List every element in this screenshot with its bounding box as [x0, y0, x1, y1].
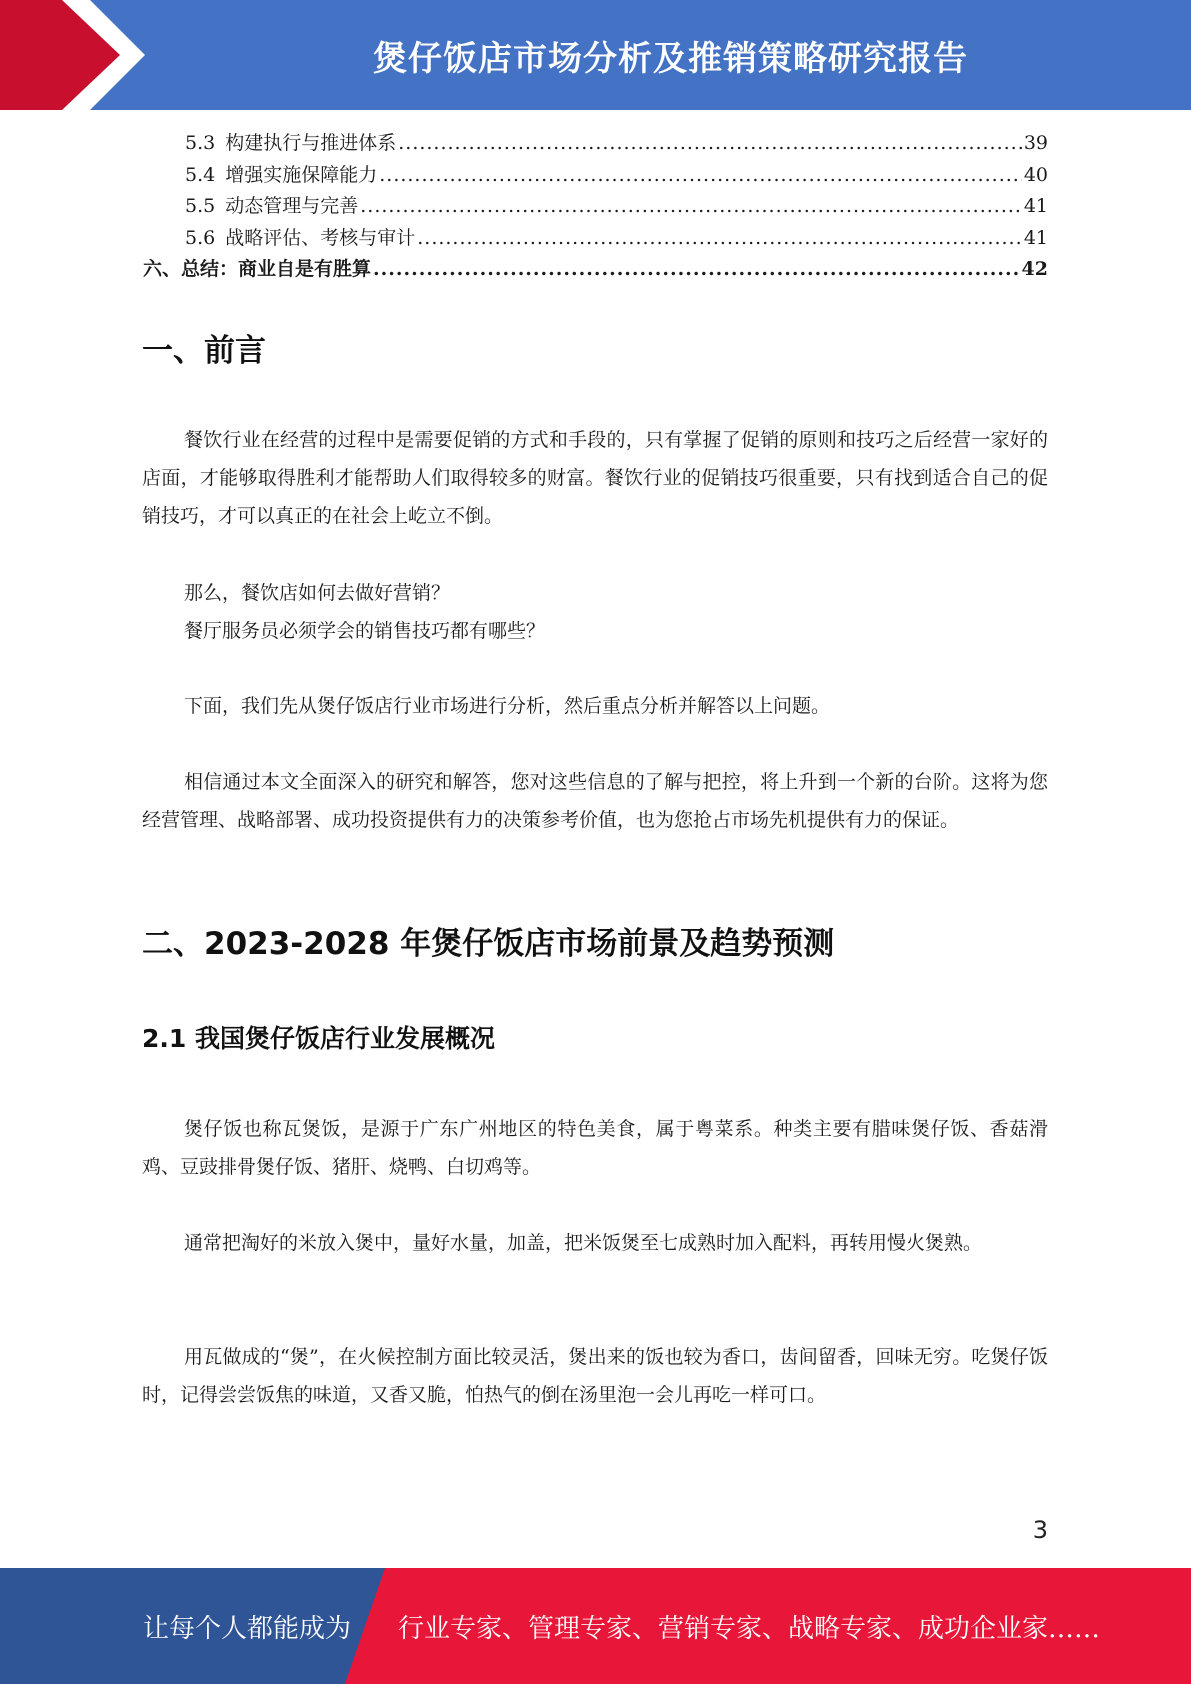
toc-item-page: 42: [1021, 258, 1048, 280]
toc-item-title: 六、总结：商业自是有胜算: [143, 258, 372, 280]
toc-item-title: 构建执行与推进体系: [225, 132, 397, 154]
overview-paragraph-1: 煲仔饭也称瓦煲饭，是源于广东广州地区的特色美食，属于粤菜系。种类主要有腊味煲仔饭、香菇滑鸡、豆豉排骨煲仔饭、猪肝、烧鸭、白切鸡等。: [142, 1118, 1048, 1178]
footer-slogan-right: 行业专家、管理专家、营销专家、战略专家、成功企业家……: [398, 1613, 1101, 1644]
overview-paragraph-3: 用瓦做成的“煲”，在火候控制方面比较灵活，煲出来的饭也较为香口，齿间留香，回味无穷。吃煲仔饭时，记得尝尝饭焦的味道，又香又脆，怕热气的倒在汤里泡一会儿再吃一样可口。: [142, 1346, 1048, 1406]
toc-item[interactable]: [143, 223, 1048, 255]
toc-leader-dots: [398, 128, 1022, 160]
toc-leader-dots: [373, 254, 1020, 286]
toc-item[interactable]: [143, 191, 1048, 223]
section-heading-preface: 一、前言: [142, 333, 266, 369]
toc-item-number: 5.5: [185, 195, 216, 217]
header-arrow-decoration: [0, 0, 160, 110]
toc-item-number: 5.3: [185, 132, 216, 154]
section-heading-market-forecast: 二、2023-2028 年煲仔饭店市场前景及趋势预测: [142, 926, 835, 962]
toc-item[interactable]: [143, 160, 1048, 192]
overview-paragraph-2: 通常把淘好的米放入煲中，量好水量，加盖，把米饭煲至七成熟时加入配料，再转用慢火煲熟。: [184, 1232, 983, 1254]
preface-question-2: 餐厅服务员必须学会的销售技巧都有哪些？: [184, 620, 546, 642]
toc-item-number: 5.6: [185, 226, 216, 249]
toc-leader-dots: [360, 191, 1022, 223]
preface-paragraph-2: 下面，我们先从煲仔饭店行业市场进行分析，然后重点分析并解答以上问题。: [184, 695, 831, 717]
toc-item[interactable]: [143, 128, 1048, 160]
footer-band: [0, 1568, 1191, 1684]
toc-leader-dots: [379, 160, 1022, 192]
toc-leader-dots: [417, 223, 1022, 255]
toc-item-page: 40: [1023, 163, 1048, 186]
preface-paragraph-1: 餐饮行业在经营的过程中是需要促销的方式和手段的，只有掌握了促销的原则和技巧之后经营一家好的店面，才能够取得胜利才能帮助人们取得较多的财富。餐饮行业的促销技巧很重要，只有找到适合自己的促销技巧，才可以真正的在社会上屹立不倒。: [142, 429, 1048, 527]
subsection-heading-industry-overview: 2.1 我国煲仔饭店行业发展概况: [142, 1024, 495, 1053]
toc-item-page: 39: [1023, 132, 1048, 154]
table-of-contents: [143, 128, 1048, 286]
toc-item-page: 41: [1023, 195, 1048, 217]
toc-item-title: 动态管理与完善: [225, 195, 359, 217]
toc-item-title: 战略评估、考核与审计: [225, 226, 416, 249]
preface-question-1: 那么，餐饮店如何去做好营销？: [184, 582, 451, 604]
toc-item-number: 5.4: [185, 163, 216, 186]
report-title: 煲仔饭店市场分析及推销策略研究报告: [373, 38, 968, 79]
preface-paragraph-3: 相信通过本文全面深入的研究和解答，您对这些信息的了解与把控，将上升到一个新的台阶。这将为您经营管理、战略部署、成功投资提供有力的决策参考价值，也为您抢占市场先机提供有力的保证。: [142, 771, 1048, 831]
footer-slogan-left: 让每个人都能成为: [143, 1613, 352, 1644]
toc-item-title: 增强实施保障能力: [225, 163, 378, 186]
page-number: 3: [1032, 1516, 1048, 1544]
toc-item-main[interactable]: [143, 254, 1048, 286]
toc-item-page: 41: [1023, 226, 1048, 249]
header-band: [0, 0, 1191, 110]
